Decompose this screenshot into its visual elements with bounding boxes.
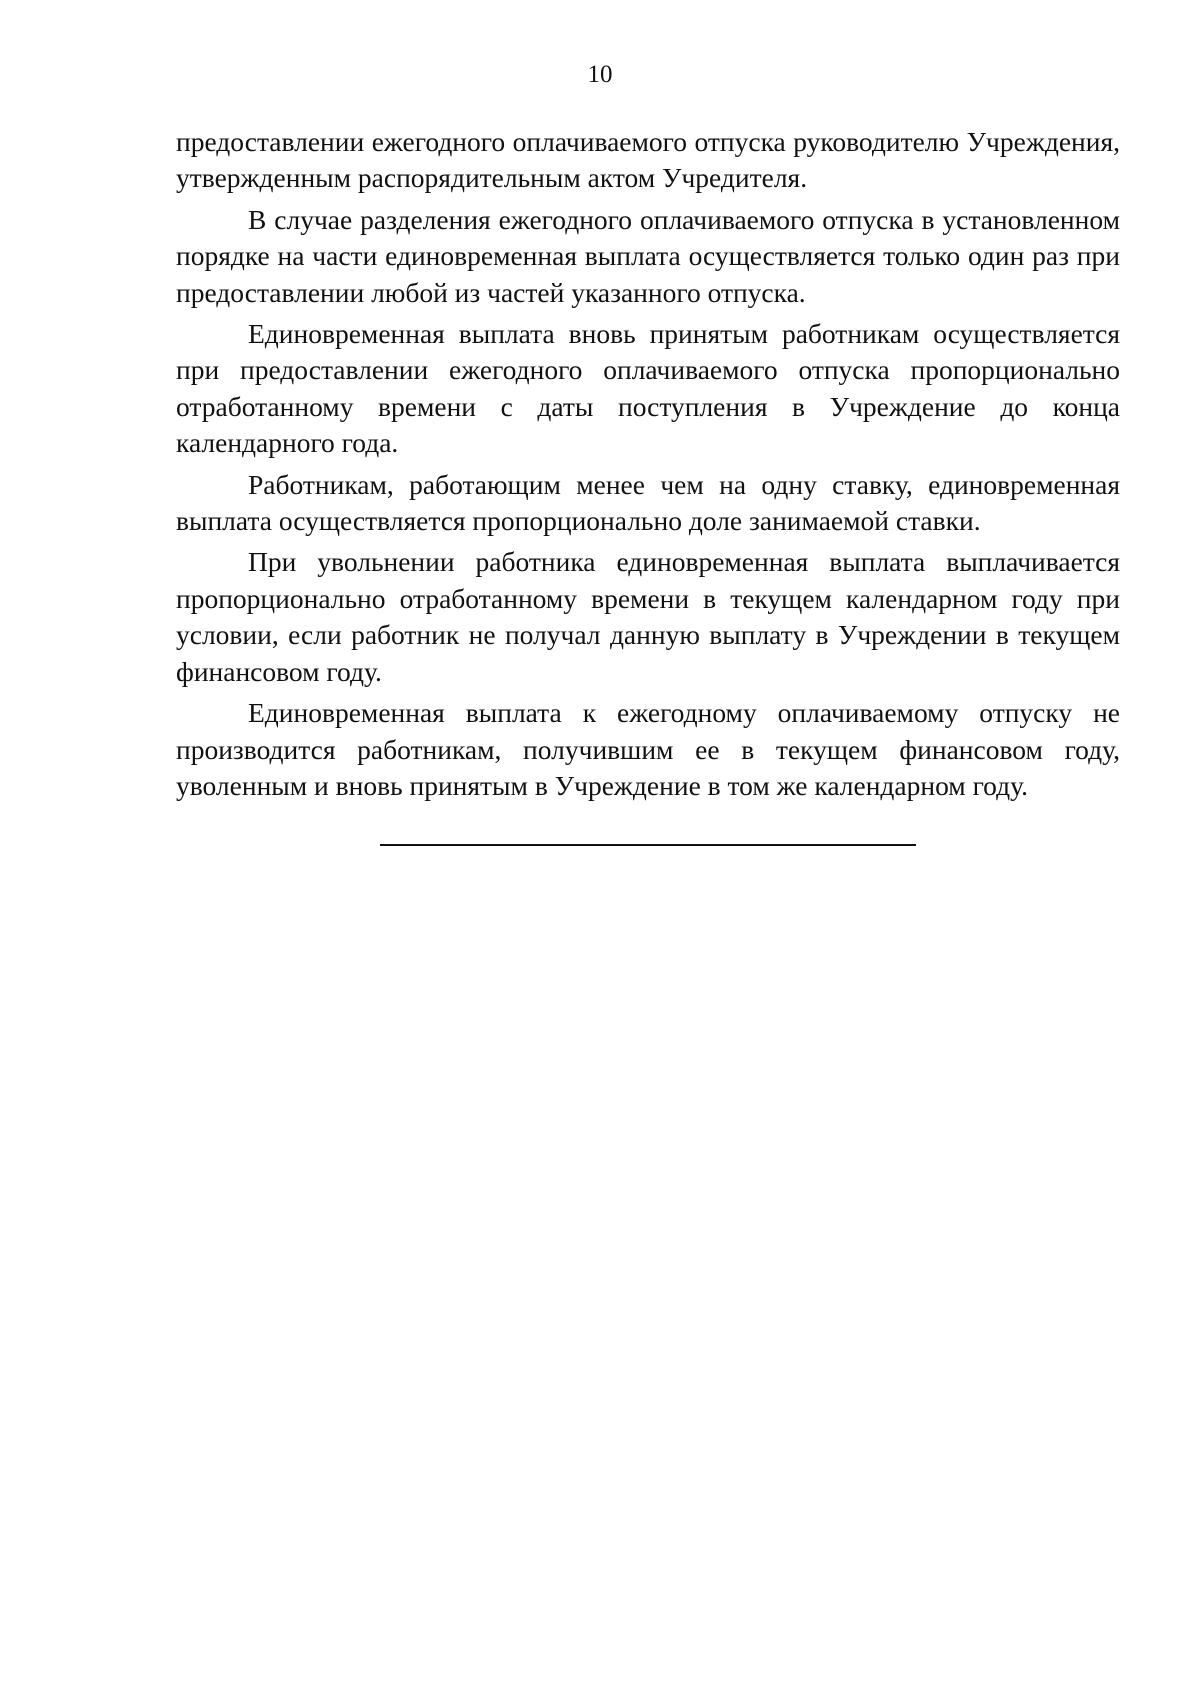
page-number: 10 xyxy=(587,61,613,88)
paragraph-dismissal: При увольнении работника единовременная выплата выплачивается пропорционально отработанному времени в текущем календарном году при условии, если работник не получал данную выплату в Учреждении в текущем финансовом году. xyxy=(176,546,1120,687)
paragraph-continuation: предоставлении ежегодного оплачиваемого отпуска руководителю Учреждения, утвержденным распорядительным актом Учредителя. xyxy=(176,126,1120,194)
paragraph-new-employees: Единовременная выплата вновь принятым работникам осуществляется при предоставлении ежегодного оплачиваемого отпуска пропорционально отработанному времени с даты поступления в Учреждение до конца календарного года. xyxy=(176,318,1120,459)
end-of-document-rule xyxy=(380,844,916,846)
paragraph-vacation-split: В случае разделения ежегодного оплачиваемого отпуска в установленном порядке на части единовременная выплата осуществляется только один раз при предоставлении любой из частей указанного отпуска. xyxy=(176,203,1120,308)
paragraph-rehired: Единовременная выплата к ежегодному оплачиваемому отпуску не производится работникам, получившим ее в текущем финансовом году, уволенным и вновь принятым в Учреждение в том же календарном году. xyxy=(176,697,1120,801)
document-body xyxy=(176,124,1120,809)
paragraph-part-time: Работникам, работающим менее чем на одну ставку, единовременная выплата осуществляется пропорционально доле занимаемой ставки. xyxy=(176,468,1120,537)
